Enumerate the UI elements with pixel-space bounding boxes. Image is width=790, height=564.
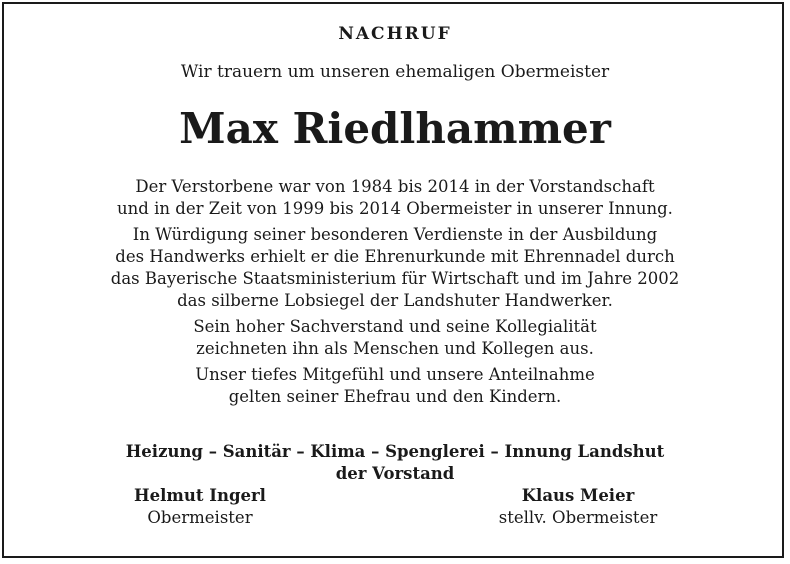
text-line: Unser tiefes Mitgefühl und unsere Anteilnahme <box>195 365 595 384</box>
notice-heading: NACHRUF <box>338 24 452 44</box>
deceased-name: Max Riedlhammer <box>179 104 611 153</box>
text-line: des Handwerks erhielt er die Ehrenurkunde mit Ehrennadel durch <box>115 247 675 266</box>
paragraph-tenure <box>0 176 790 220</box>
text-line: Der Verstorbene war von 1984 bis 2014 in der Vorstandschaft <box>135 177 655 196</box>
guild-signature <box>0 441 790 485</box>
text-line: In Würdigung seiner besonderen Verdienste in der Ausbildung <box>132 225 658 244</box>
paragraph-condolence <box>0 364 790 408</box>
guild-board: der Vorstand <box>335 464 455 483</box>
signatory-right <box>478 485 678 529</box>
text-line: gelten seiner Ehefrau und den Kindern. <box>228 387 562 406</box>
text-line: zeichneten ihn als Menschen und Kollegen aus. <box>196 339 594 358</box>
signatory-role: stellv. Obermeister <box>498 508 658 527</box>
signatory-left <box>120 485 280 529</box>
text-line: und in der Zeit von 1999 bis 2014 Obermeister in unserer Innung. <box>117 199 673 218</box>
signatory-name: Helmut Ingerl <box>134 486 266 505</box>
text-line: das Bayerische Staatsministerium für Wirtschaft und im Jahre 2002 <box>110 269 680 288</box>
notice-body <box>0 176 790 412</box>
intro-line: Wir trauern um unseren ehemaligen Obermeister <box>180 62 610 82</box>
text-line: Sein hoher Sachverstand und seine Kollegialität <box>193 317 597 336</box>
text-line: das silberne Lobsiegel der Landshuter Handwerker. <box>177 291 613 310</box>
guild-name: Heizung – Sanitär – Klima – Spenglerei – Innung Landshut <box>125 442 665 461</box>
paragraph-character <box>0 316 790 360</box>
signatory-role: Obermeister <box>147 508 253 527</box>
paragraph-honors <box>0 224 790 312</box>
signatory-name: Klaus Meier <box>521 486 635 505</box>
